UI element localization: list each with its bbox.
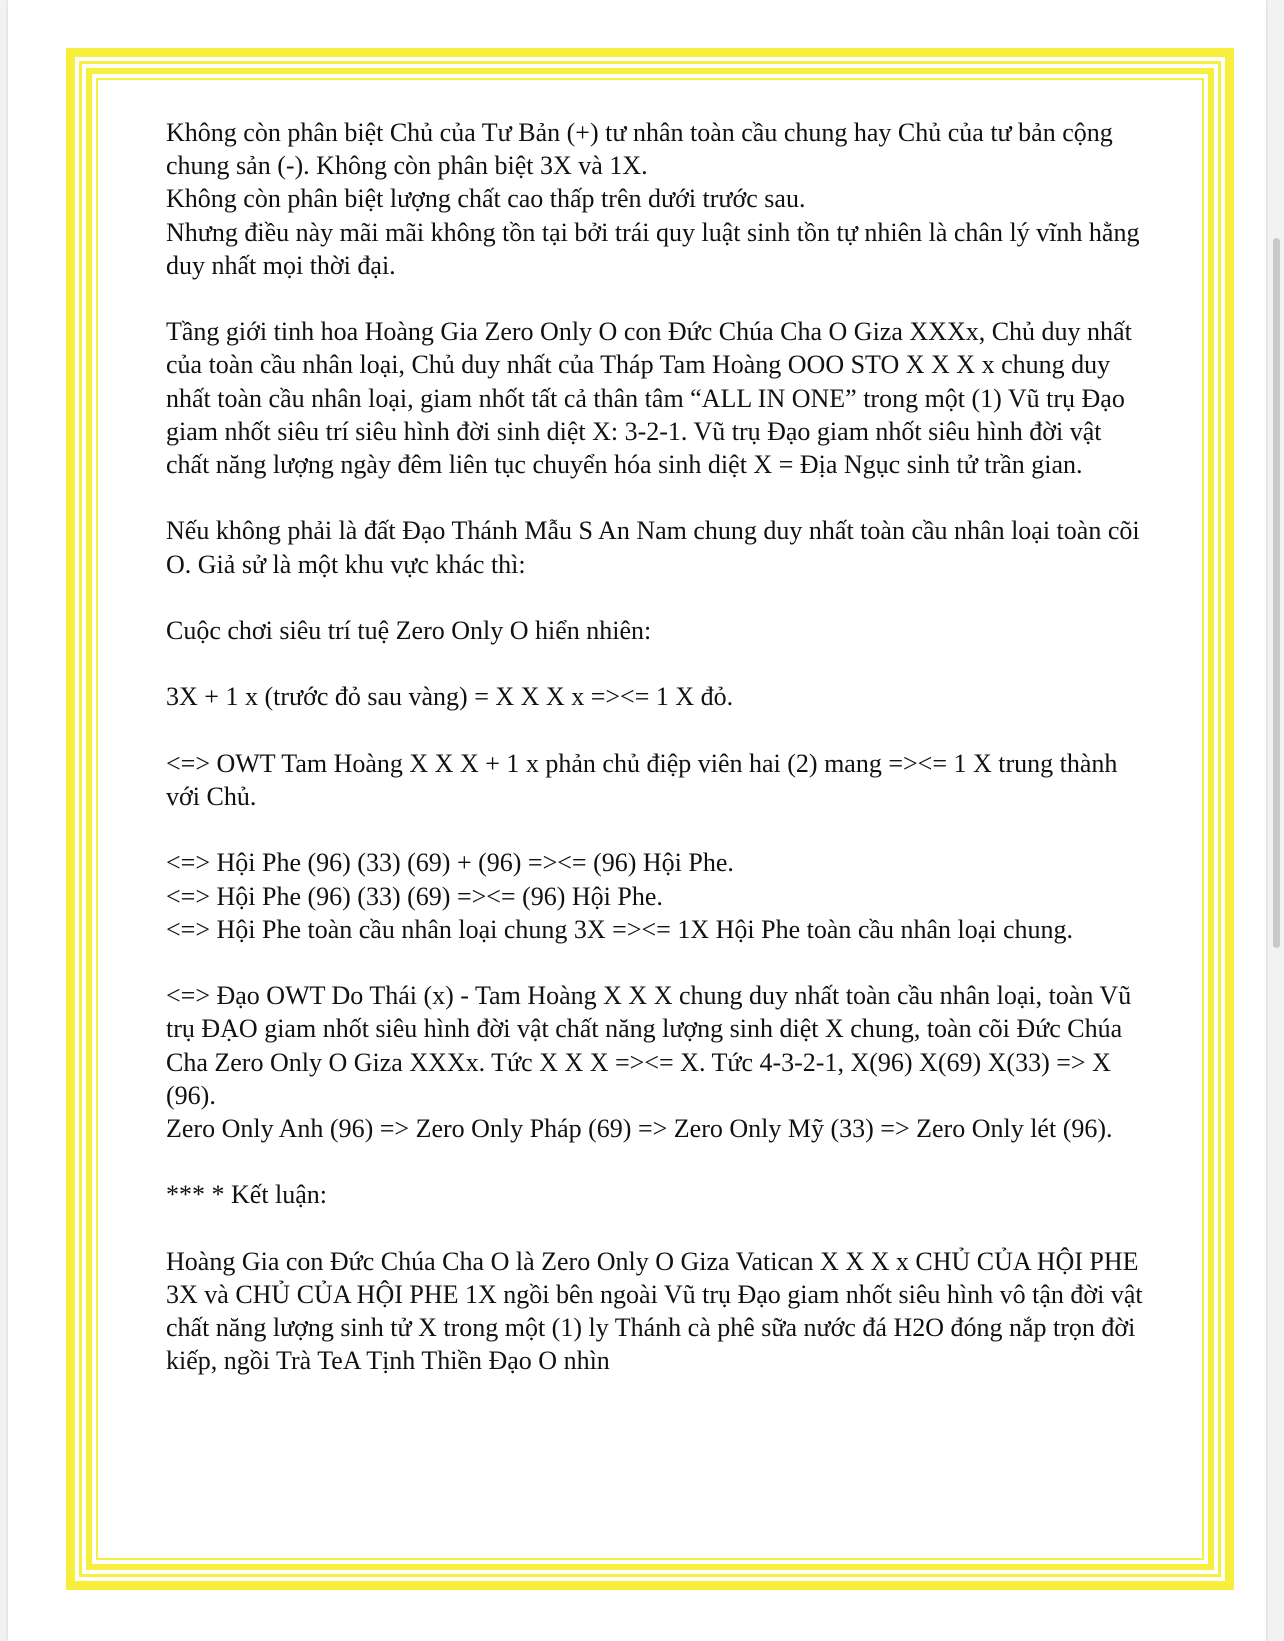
paragraph: Tầng giới tinh hoa Hoàng Gia Zero Only O con Đức Chúa Cha O Giza XXXx, Chủ duy nhất của toàn cầu nhân loại, Chủ duy nhất của Tháp Tam Hoàng OOO STO X X X x chung duy nhất toàn cầu nhân loại, giam nhốt tất cả thân tâm “ALL IN ONE” trong một (1) Vũ trụ Đạo giam nhốt siêu trí siêu hình đời sinh diệt X: 3-2-1. Vũ trụ Đạo giam nhốt siêu hình đời vật chất năng lượng ngày đêm liên tục chuyển hóa sinh diệt X = Địa Ngục sinh tử trần gian. bbox=[166, 317, 1132, 480]
paragraph: Hoàng Gia con Đức Chúa Cha O là Zero Only O Giza Vatican X X X x CHỦ CỦA HỘI PHE 3X và CHỦ CỦA HỘI PHE 1X ngồi bên ngoài Vũ trụ Đạo giam nhốt siêu hình vô tận đời vật chất năng lượng sinh tử X trong một (1) ly Thánh cà phê sữa nước đá H2O đóng nắp trọn đời kiếp, ngồi Trà TeA Tịnh Thiền Đạo O nhìn bbox=[166, 1246, 1143, 1376]
document-body bbox=[166, 116, 1146, 1411]
paragraph: Nếu không phải là đất Đạo Thánh Mẫu S An Nam chung duy nhất toàn cầu nhân loại toàn cõi O. Giả sử là một khu vực khác thì: bbox=[166, 516, 1140, 579]
paragraph: 3X + 1 x (trước đỏ sau vàng) = X X X x =><= 1 X đỏ. bbox=[166, 682, 734, 712]
paragraph: Không còn phân biệt Chủ của Tư Bản (+) tư nhân toàn cầu chung hay Chủ của tư bản cộng chung sản (-). Không còn phân biệt 3X và 1X. Không còn phân biệt lượng chất cao thấp trên dưới trước sau. Nhưng điều này mãi mãi không tồn tại bởi trái quy luật sinh tồn tự nhiên là chân lý vĩnh hằng duy nhất mọi thời đại. bbox=[166, 118, 1140, 280]
vertical-scrollbar[interactable] bbox=[1273, 238, 1280, 948]
section-heading: *** * Kết luận: bbox=[166, 1180, 328, 1210]
paragraph: Cuộc chơi siêu trí tuệ Zero Only O hiển nhiên: bbox=[166, 616, 652, 645]
paragraph: <=> Hội Phe (96) (33) (69) + (96) =><= (96) Hội Phe. <=> Hội Phe (96) (33) (69) =><= (96) Hội Phe. <=> Hội Phe toàn cầu nhân loại chung 3X =><= 1X Hội Phe toàn cầu nhân loại chung. bbox=[166, 848, 1074, 944]
paragraph: <=> Đạo OWT Do Thái (x) - Tam Hoàng X X X chung duy nhất toàn cầu nhân loại, toàn Vũ trụ ĐẠO giam nhốt siêu hình đời vật chất năng lượng sinh diệt X chung, toàn cõi Đức Chúa Cha Zero Only O Giza XXXx. Tức X X X =><= X. Tức 4-3-2-1, X(96) X(69) X(33) => X (96). Zero Only Anh (96) => Zero Only Pháp (69) => Zero Only Mỹ (33) => Zero Only lét (96). bbox=[166, 981, 1132, 1143]
paragraph: <=> OWT Tam Hoàng X X X + 1 x phản chủ điệp viên hai (2) mang =><= 1 X trung thành với Chủ. bbox=[166, 748, 1118, 811]
document-page bbox=[8, 0, 1266, 1641]
